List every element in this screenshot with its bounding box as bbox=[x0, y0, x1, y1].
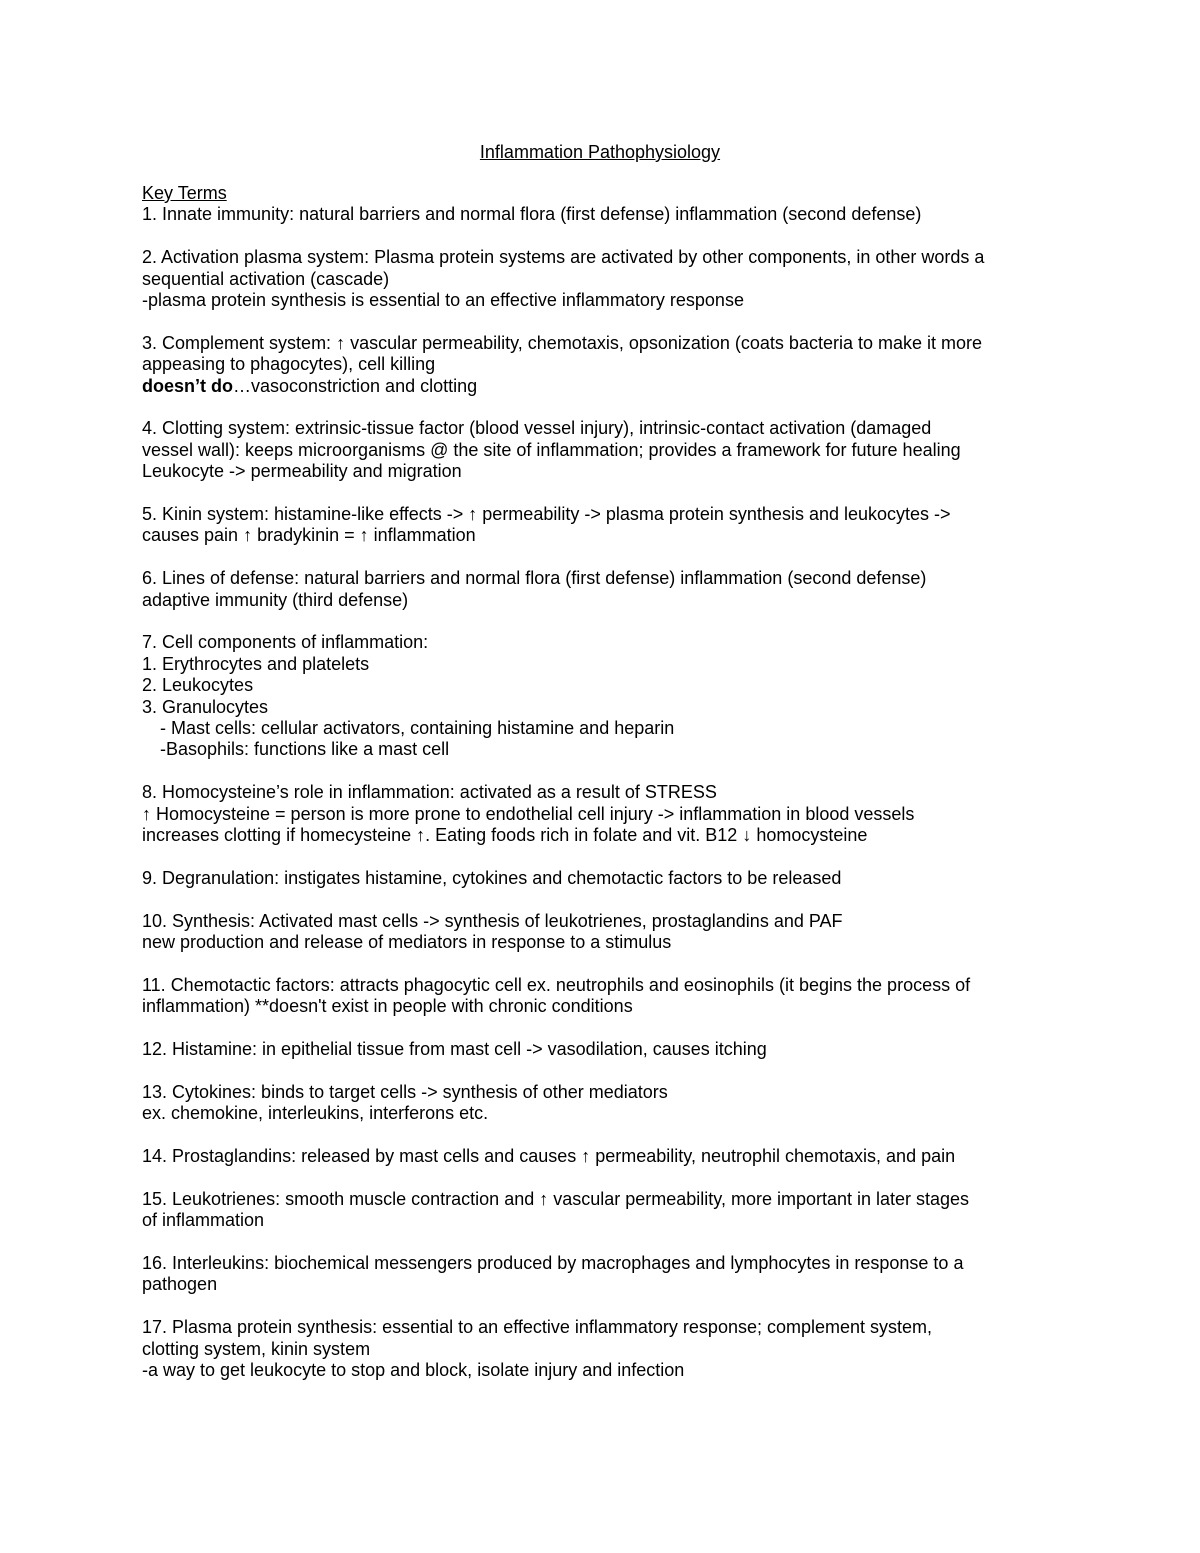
term-15-line-2: of inflammation bbox=[142, 1210, 265, 1231]
term-7-list-item-2: 2. Leukocytes bbox=[142, 675, 254, 696]
term-16-line-2: pathogen bbox=[142, 1274, 218, 1295]
term-7-list-item-1: 1. Erythrocytes and platelets bbox=[142, 653, 370, 674]
term-13-line-1: 13. Cytokines: binds to target cells -> synthesis of other mediators bbox=[142, 1081, 668, 1102]
term-15-line-1: 15. Leukotrienes: smooth muscle contraction and ↑ vascular permeability, more important in later stages bbox=[142, 1188, 970, 1209]
term-17-line-3: -a way to get leukocyte to stop and block, isolate injury and infection bbox=[142, 1360, 685, 1381]
term-2-line-1: 2. Activation plasma system: Plasma protein systems are activated by other components, in other words a bbox=[142, 247, 985, 268]
term-10-line-2: new production and release of mediators in response to a stimulus bbox=[142, 932, 672, 953]
term-14: 14. Prostaglandins: released by mast cells and causes ↑ permeability, neutrophil chemotaxis, and pain bbox=[142, 1146, 956, 1167]
term-8-line-3: increases clotting if homecysteine ↑. Eating foods rich in folate and vit. B12 ↓ homocysteine bbox=[142, 825, 868, 846]
term-17-line-1: 17. Plasma protein synthesis: essential to an effective inflammatory response; complement system, bbox=[142, 1317, 933, 1338]
term-16-line-1: 16. Interleukins: biochemical messengers produced by macrophages and lymphocytes in response to a bbox=[142, 1253, 964, 1274]
term-7-sub-item-1: - Mast cells: cellular activators, containing histamine and heparin bbox=[160, 718, 675, 739]
section-heading: Key Terms bbox=[142, 183, 227, 203]
term-4-line-1: 4. Clotting system: extrinsic-tissue factor (blood vessel injury), intrinsic-contact activation (damaged bbox=[142, 418, 932, 439]
term-6-line-1: 6. Lines of defense: natural barriers and normal flora (first defense) inflammation (second defense) bbox=[142, 568, 927, 589]
term-7-sub-item-2: -Basophils: functions like a mast cell bbox=[160, 739, 450, 760]
term-2-line-3: -plasma protein synthesis is essential to an effective inflammatory response bbox=[142, 290, 744, 311]
term-12: 12. Histamine: in epithelial tissue from mast cell -> vasodilation, causes itching bbox=[142, 1039, 767, 1060]
term-17-line-2: clotting system, kinin system bbox=[142, 1338, 371, 1359]
term-9: 9. Degranulation: instigates histamine, cytokines and chemotactic factors to be released bbox=[142, 867, 842, 888]
term-3-line-3 bbox=[142, 376, 1072, 397]
term-1: 1. Innate immunity: natural barriers and normal flora (first defense) inflammation (second defense) bbox=[142, 204, 922, 225]
document-title: Inflammation Pathophysiology bbox=[479, 142, 721, 162]
term-3-line-1: 3. Complement system: ↑ vascular permeability, chemotaxis, opsonization (coats bacteria to make it more bbox=[142, 332, 983, 353]
term-5-line-1: 5. Kinin system: histamine-like effects -> ↑ permeability -> plasma protein synthesis and leukocytes -> bbox=[142, 504, 951, 525]
term-10-line-1: 10. Synthesis: Activated mast cells -> synthesis of leukotrienes, prostaglandins and PAF bbox=[142, 910, 843, 931]
term-3-rest-text: …vasoconstriction and clotting bbox=[233, 375, 478, 396]
document-body bbox=[142, 183, 1072, 1382]
term-7-list-item-3: 3. Granulocytes bbox=[142, 696, 269, 717]
term-7-line-1: 7. Cell components of inflammation: bbox=[142, 632, 429, 653]
term-5-line-2: causes pain ↑ bradykinin = ↑ inflammation bbox=[142, 525, 476, 546]
term-4-line-2: vessel wall): keeps microorganisms @ the site of inflammation; provides a framework for future healing bbox=[142, 439, 961, 460]
term-6-line-2: adaptive immunity (third defense) bbox=[142, 589, 409, 610]
term-3-line-2: appeasing to phagocytes), cell killing bbox=[142, 354, 436, 375]
term-13-line-2: ex. chemokine, interleukins, interferons etc. bbox=[142, 1103, 489, 1124]
term-11-line-1: 11. Chemotactic factors: attracts phagocytic cell ex. neutrophils and eosinophils (it begins the process of bbox=[142, 974, 971, 995]
term-8-line-1: 8. Homocysteine’s role in inflammation: activated as a result of STRESS bbox=[142, 782, 717, 803]
term-8-line-2: ↑ Homocysteine = person is more prone to endothelial cell injury -> inflammation in blood vessels bbox=[142, 803, 915, 824]
term-2-line-2: sequential activation (cascade) bbox=[142, 268, 390, 289]
term-11-line-2: inflammation) **doesn't exist in people with chronic conditions bbox=[142, 996, 633, 1017]
term-4-line-3: Leukocyte -> permeability and migration bbox=[142, 461, 462, 482]
term-3-bold-text: doesn’t do bbox=[142, 375, 233, 396]
